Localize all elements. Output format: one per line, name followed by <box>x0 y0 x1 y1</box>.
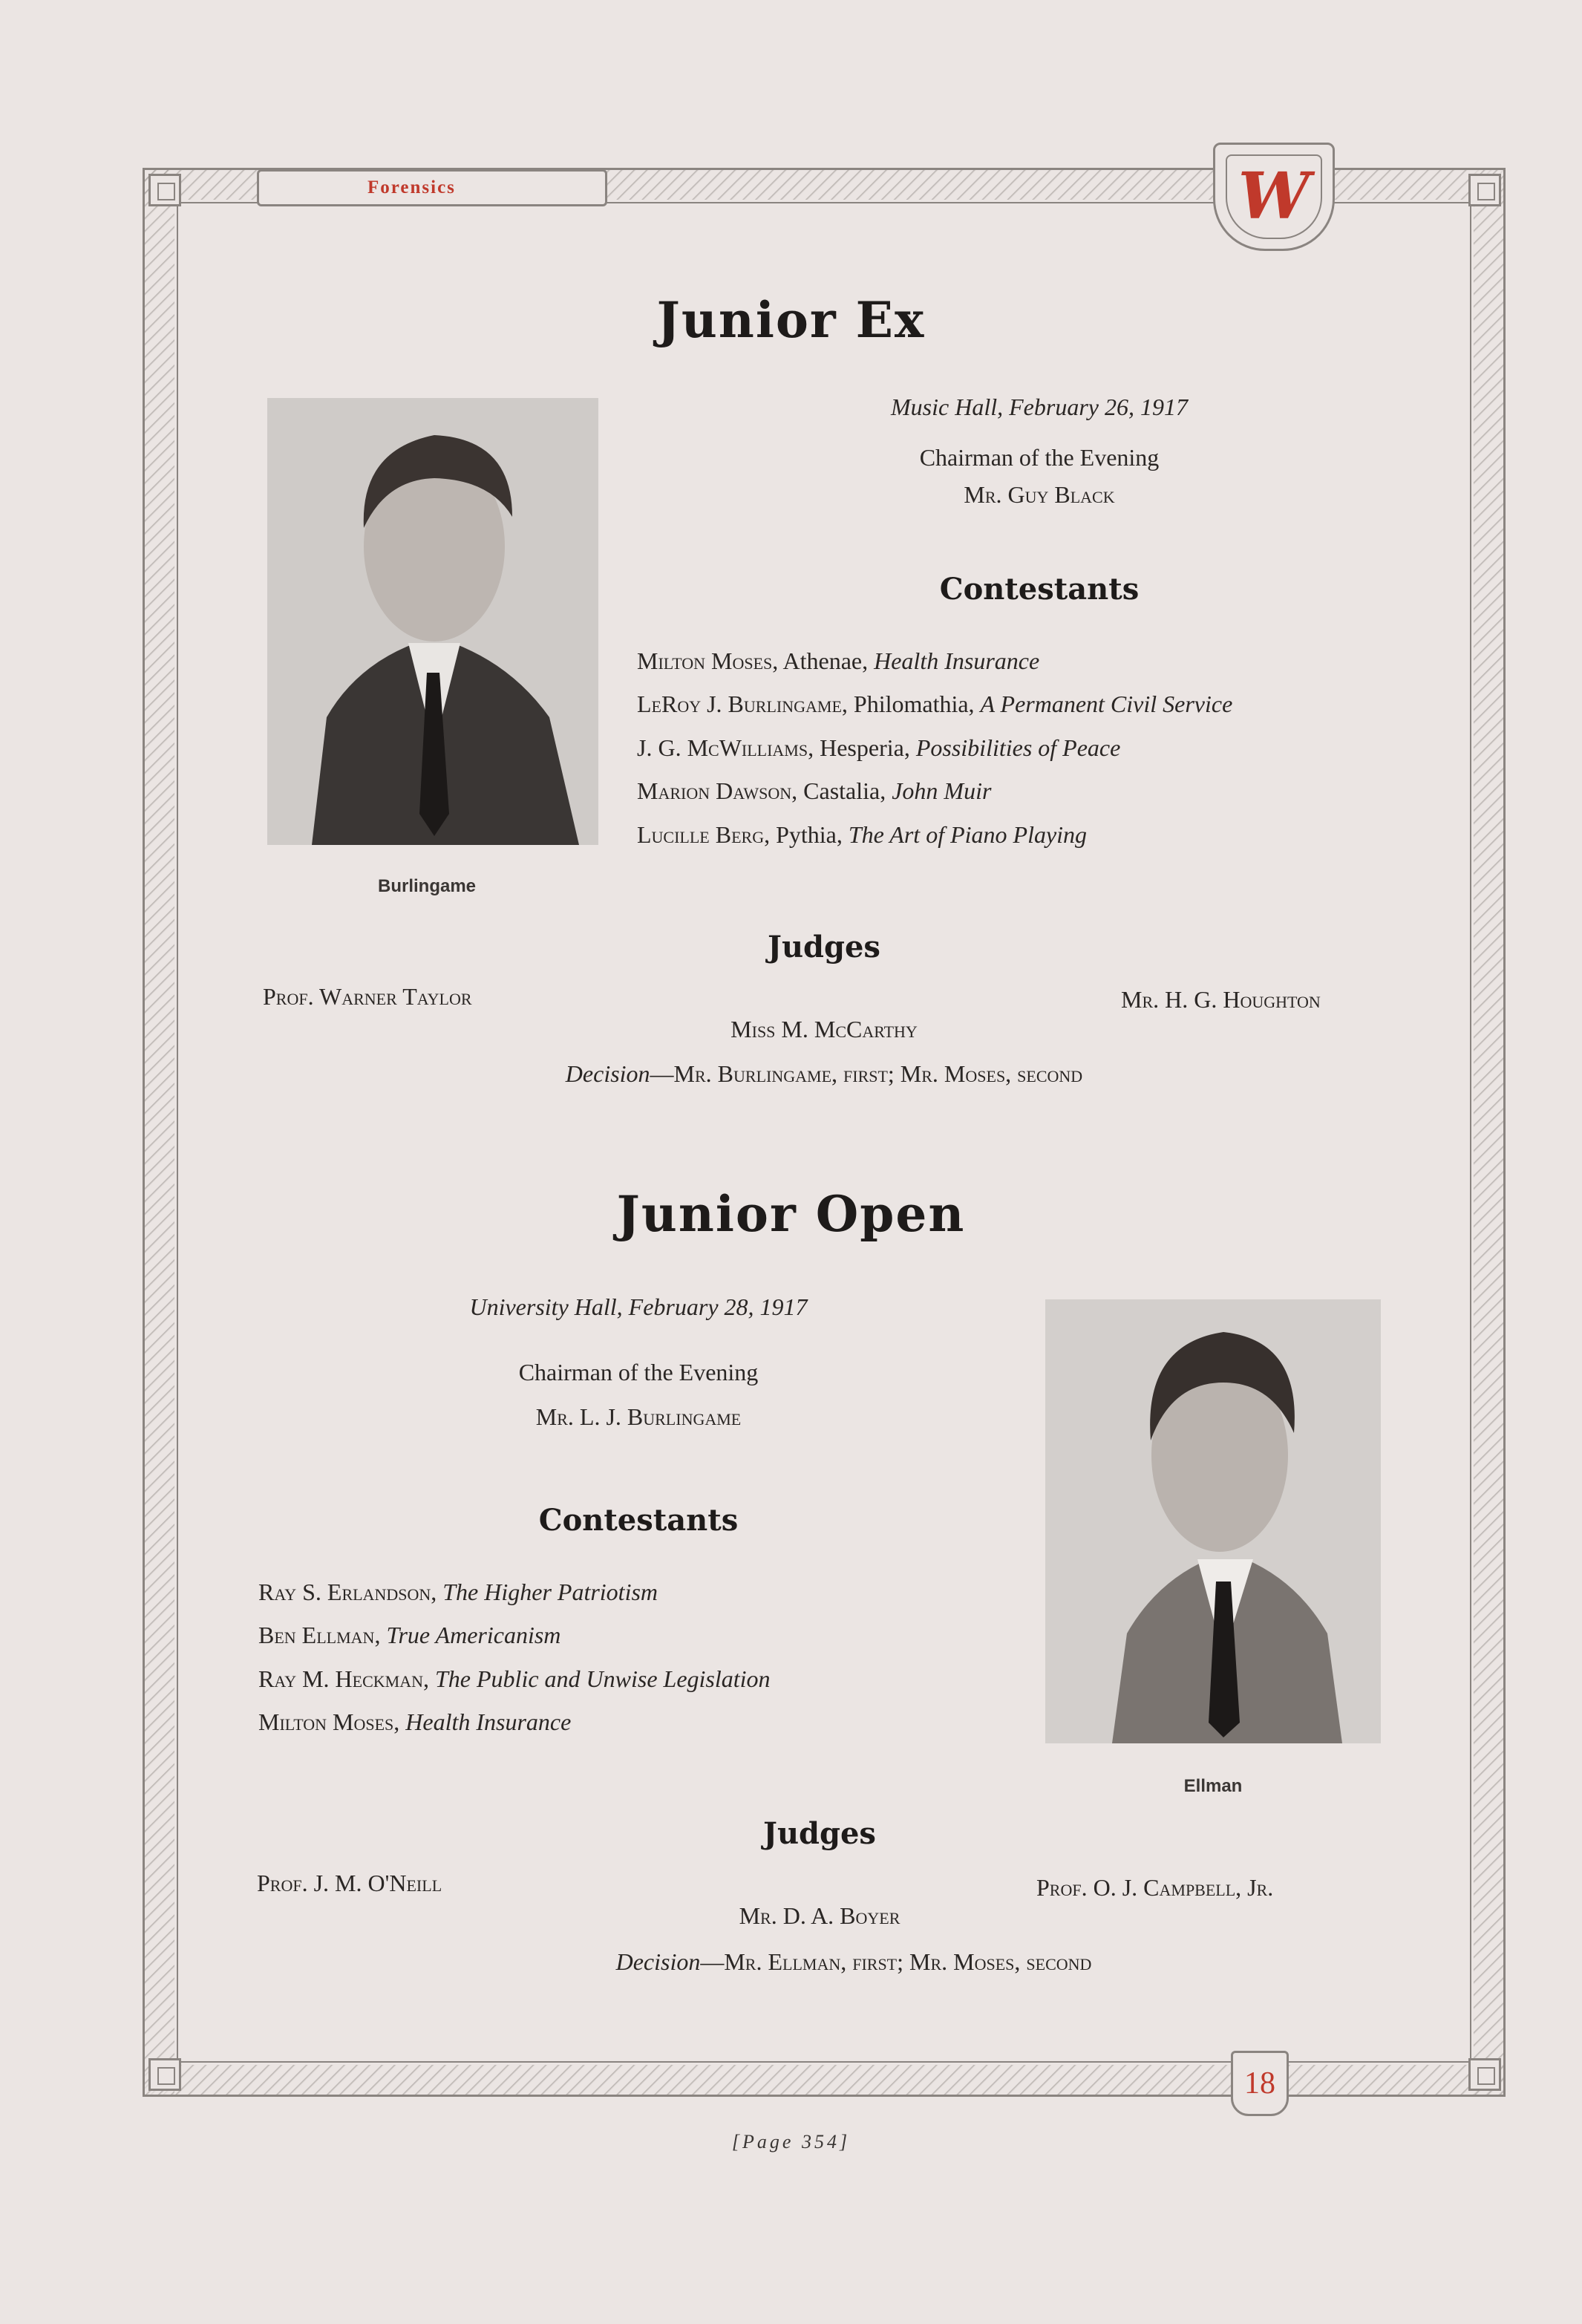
list-item: Milton Moses, Athenae, Health Insurance <box>637 647 1040 674</box>
emblem-letter: W <box>1226 154 1322 239</box>
ellman-caption: Ellman <box>1183 1776 1243 1796</box>
junior-open-venue: University Hall, February 28, 1917 <box>469 1293 808 1320</box>
junior-ex-judges-heading: Judges <box>768 930 880 964</box>
list-item: Ray M. Heckman, The Public and Unwise Legislation <box>258 1665 771 1692</box>
junior-open-decision: Decision—Mr. Ellman, first; Mr. Moses, second <box>615 1948 1092 1975</box>
frame-band-right <box>1474 170 1503 2095</box>
list-item: LeRoy J. Burlingame, Philomathia, A Permanent Civil Service <box>637 691 1233 717</box>
list-item: Marion Dawson, Castalia, John Muir <box>637 777 992 804</box>
frame-band-left <box>145 170 174 2095</box>
junior-ex-venue: Music Hall, February 26, 1917 <box>891 394 1188 420</box>
junior-ex-chairman-name: Mr. Guy Black <box>964 481 1115 508</box>
page-number: [Page 354] <box>731 2131 851 2152</box>
junior-open-chairman-label: Chairman of the Evening <box>518 1359 759 1385</box>
junior-ex-judge-2: Mr. H. G. Houghton <box>1121 986 1321 1013</box>
junior-open-judge-3: Mr. D. A. Boyer <box>739 1902 901 1929</box>
frame-corner-bottom-right <box>1468 2058 1501 2091</box>
frame-corner-top-right <box>1468 174 1501 206</box>
junior-ex-judge-3: Miss M. McCarthy <box>730 1016 918 1042</box>
junior-ex-decision: Decision—Mr. Burlingame, first; Mr. Moses, second <box>565 1060 1083 1087</box>
junior-ex-contestants-heading: Contestants <box>939 572 1140 607</box>
frame-band-bottom <box>145 2065 1503 2095</box>
junior-ex-chairman-label: Chairman of the Evening <box>919 444 1160 471</box>
list-item: J. G. McWilliams, Hesperia, Possibilities of Peace <box>637 734 1121 761</box>
junior-open-chairman-name: Mr. L. J. Burlingame <box>535 1403 742 1430</box>
junior-open-judge-2: Prof. O. J. Campbell, Jr. <box>1036 1874 1274 1901</box>
list-item: Ray S. Erlandson, The Higher Patriotism <box>258 1579 658 1605</box>
section-label: Forensics <box>257 169 607 206</box>
burlingame-caption: Burlingame <box>377 876 477 896</box>
burlingame-photo <box>267 398 598 845</box>
ellman-photo <box>1045 1299 1381 1743</box>
frame-corner-bottom-left <box>148 2058 181 2091</box>
junior-ex-title: Junior Ex <box>656 291 926 349</box>
junior-open-judge-1: Prof. J. M. O'Neill <box>257 1870 442 1896</box>
junior-open-title: Junior Open <box>616 1185 966 1243</box>
list-item: Lucille Berg, Pythia, The Art of Piano Playing <box>637 821 1088 848</box>
list-item: Milton Moses, Health Insurance <box>258 1708 572 1735</box>
junior-open-contestants-heading: Contestants <box>538 1503 739 1538</box>
list-item: Ben Ellman, True Americanism <box>258 1622 561 1648</box>
junior-open-judges-heading: Judges <box>763 1816 876 1851</box>
w-emblem-icon <box>1213 143 1335 251</box>
page-marker: 18 <box>1231 2051 1289 2116</box>
junior-ex-judge-1: Prof. Warner Taylor <box>263 983 472 1010</box>
frame-corner-top-left <box>148 174 181 206</box>
